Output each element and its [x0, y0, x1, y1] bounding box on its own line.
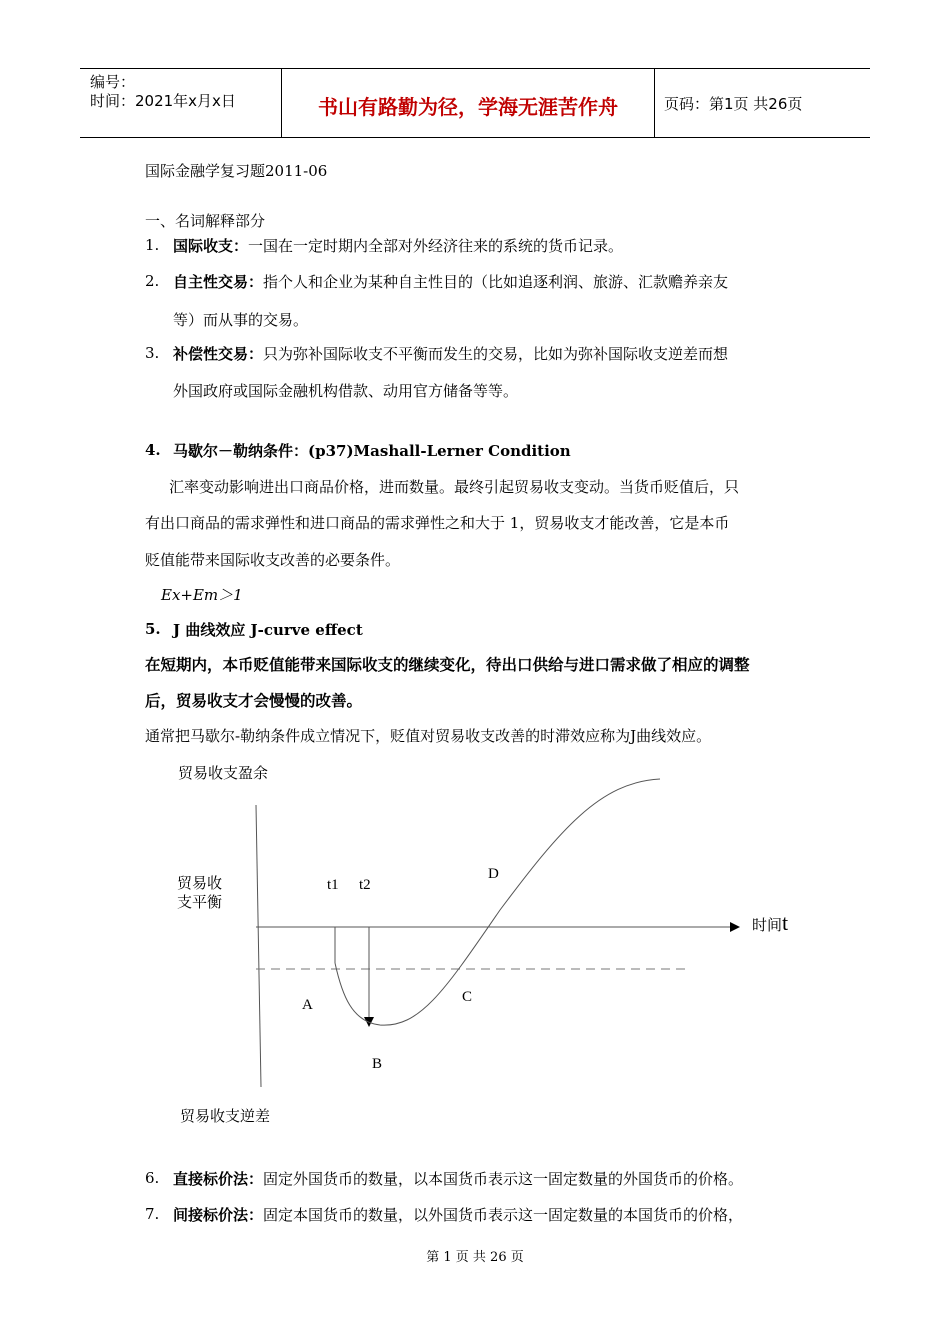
- item-term: 自主性交易：: [173, 273, 264, 291]
- item5-bold-line: 后，贸易收支才会慢慢的改善。: [145, 692, 363, 710]
- time-axis-t: t: [782, 910, 789, 935]
- point-d-label: D: [488, 866, 499, 882]
- time-label: 时间：2021年x月x日: [90, 92, 236, 110]
- item-text-cont: 等）而从事的交易。: [173, 311, 309, 329]
- item-term: 直接标价法：: [173, 1170, 264, 1188]
- page-info: 页码：第1页 共26页: [664, 95, 803, 113]
- item-term: 补偿性交易：: [173, 345, 264, 363]
- item-number: 2.: [145, 272, 160, 290]
- balance-label-line2: 支平衡: [177, 893, 223, 911]
- formula: Ex+Em＞1: [161, 586, 243, 604]
- item-number: 3.: [145, 344, 160, 362]
- j-curve: [335, 779, 660, 1025]
- item-number: 5.: [145, 620, 161, 638]
- t1-label: t1: [327, 877, 339, 893]
- balance-label-line1: 贸易收: [177, 874, 223, 892]
- point-c-label: C: [462, 989, 473, 1005]
- number-label: 编号：: [90, 73, 136, 91]
- time-axis-arrow: [730, 922, 740, 932]
- item5-title: J 曲线效应 J-curve effect: [173, 621, 363, 639]
- item-term: 间接标价法：: [173, 1206, 264, 1224]
- time-axis-word: 时间: [752, 916, 783, 934]
- item4-para-line: 有出口商品的需求弹性和进口商品的需求弹性之和大于 1，贸易收支才能改善，它是本币: [145, 514, 730, 532]
- item-term: 国际收支：: [173, 237, 249, 255]
- time-axis-label: [752, 910, 789, 935]
- item-number: 1.: [145, 236, 160, 254]
- item-text: 固定本国货币的数量，以外国货币表示这一固定数量的本国货币的价格，: [263, 1206, 744, 1224]
- section-heading: 一、名词解释部分: [145, 212, 266, 230]
- item4-para-line: 汇率变动影响进出口商品价格，进而数量。最终引起贸易收支变动。当货币贬值后，只: [169, 478, 740, 496]
- doc-title: 国际金融学复习题2011-06: [145, 162, 328, 180]
- point-b-label: B: [372, 1056, 383, 1072]
- item-text: 一国在一定时期内全部对外经济往来的系统的货币记录。: [248, 237, 624, 255]
- item4-para-line: 贬值能带来国际收支改善的必要条件。: [145, 551, 401, 569]
- deficit-label: 贸易收支逆差: [180, 1107, 271, 1125]
- point-a-label: A: [302, 997, 313, 1013]
- item4-title: 马歇尔－勒纳条件：(p37)Mashall-Lerner Condition: [173, 442, 571, 460]
- item-number: 4.: [145, 441, 161, 459]
- list-item: [173, 1169, 743, 1189]
- surplus-label: 贸易收支盈余: [178, 764, 269, 782]
- item-text: 固定外国货币的数量，以本国货币表示这一固定数量的外国货币的价格。: [263, 1170, 744, 1188]
- t2-label: t2: [359, 877, 371, 893]
- item-text: 只为弥补国际收支不平衡而发生的交易，比如为弥补国际收支逆差而想: [263, 345, 729, 363]
- item5-note: 通常把马歇尔-勒纳条件成立情况下，贬值对贸易收支改善的时滞效应称为J曲线效应。: [145, 727, 712, 745]
- page-footer: 第 1 页 共 26 页: [426, 1250, 524, 1265]
- item-number: 7.: [145, 1205, 160, 1223]
- motto: 书山有路勤为径，学海无涯苦作舟: [318, 95, 618, 119]
- list-item: [173, 1205, 743, 1225]
- item-text: 指个人和企业为某种自主性目的（比如追逐利润、旅游、汇款赡养亲友: [263, 273, 729, 291]
- item-number: 6.: [145, 1169, 160, 1187]
- vertical-axis: [256, 805, 261, 1087]
- item-text-cont: 外国政府或国际金融机构借款、动用官方储备等等。: [173, 382, 519, 400]
- item5-bold-line: 在短期内，本币贬值能带来国际收支的继续变化，待出口供给与进口需求做了相应的调整: [145, 656, 750, 674]
